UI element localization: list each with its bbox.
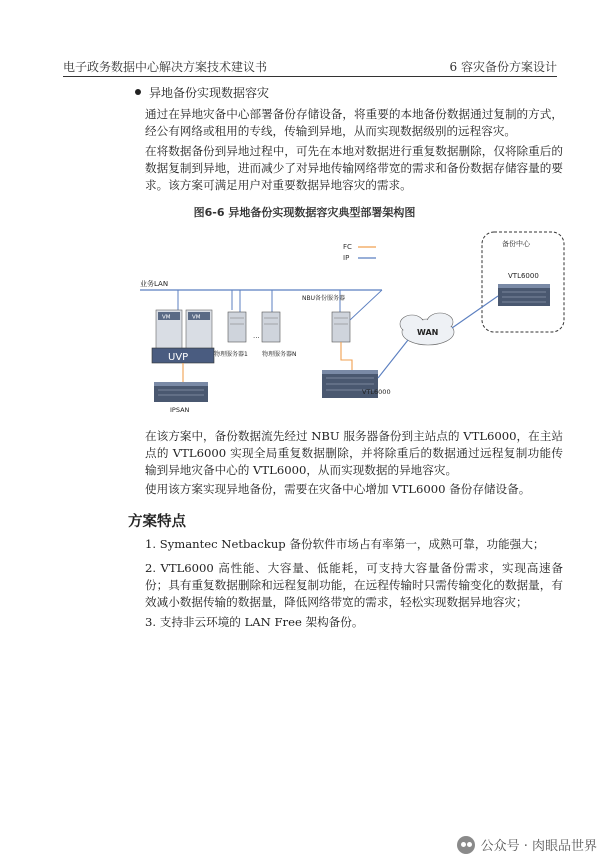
wechat-icon [457,836,475,854]
paragraph-3: 在该方案中，备份数据流先经过 NBU 服务器备份到主站点的 VTL6000，在主站点的 VTL6000 实现全局重复数据删除，并将除重后的数据通过远程复制功能传输到异地灾备中心的 VTL6000，从而实现数据的异地容灾。 [145,429,563,477]
bullet-dot [135,89,141,95]
physical-server-n [262,312,280,342]
architecture-diagram [140,220,570,420]
server-n-label: 物理服务器N [262,351,297,358]
vm-host [152,310,214,363]
legend-fc-label: FC [343,243,352,251]
nbu-server [332,312,350,342]
vtl-remote-device [498,284,550,306]
figure-caption: 图6-6 异地备份实现数据容灾典型部署架构图 [193,206,416,219]
header-title: 电子政务数据中心解决方案技术建议书 [63,60,268,74]
vtl-local-label: VTL6000 [362,388,391,396]
backup-center-label: 备份中心 [502,240,530,248]
section-title: 方案特点 [128,514,186,530]
lan-label: 业务LAN [140,280,169,288]
header-chapter: 6 容灾备份方案设计 [449,60,557,74]
paragraph-1: 通过在异地灾备中心部署备份存储设备，将重要的本地备份数据通过复制的方式，经公有网络或租用的专线，传输到异地，从而实现数据级别的远程容灾。 [145,107,563,138]
bullet-text: 异地备份实现数据容灾 [149,86,270,100]
bullet-heading [149,84,269,101]
wan-label: WAN [417,328,439,337]
feature-item-3: 3. 支持非云环境的 LAN Free 架构备份。 [145,615,364,629]
nbu-label: NBU备份服务器 [302,295,345,302]
paragraph-4: 使用该方案实现异地备份，需要在灾备中心增加 VTL6000 备份存储设备。 [145,482,531,496]
paragraph-2: 在将数据备份到异地过程中，可先在本地对数据进行重复数据删除，仅将除重后的数据复制到异地，进而减少了对异地传输网络带宽的需求和备份数据存储容量的要求。该方案可满足用户对重要数据异地容灾的需求。 [145,144,563,192]
feature-item-2: 2. VTL6000 高性能、大容量、低能耗，可支持大容量备份需求，实现高速备份；具有重复数据删除和远程复制功能，在远程传输时只需传输变化的数据量，有效减小数据传输的数据量，降低网络带宽的需求，轻松实现数据异地容灾； [145,561,563,609]
physical-server-1 [228,312,246,342]
legend-ip-label: IP [343,254,350,262]
vtl-remote-label: VTL6000 [508,272,539,280]
page-header [63,56,557,77]
vm-label-2: VM [192,314,201,321]
watermark [457,835,597,854]
server-1-label: 物理服务器1 [214,351,248,358]
feature-item-1: 1. Symantec Netbackup 备份软件市场占有率第一，成熟可靠，功能强大； [145,537,545,551]
ellipsis-label: ... [253,332,260,340]
uvp-label: UVP [168,352,189,363]
ipsan-device [154,382,208,402]
watermark-text: 公众号 · 肉眼品世界 [480,839,597,854]
vm-label-1: VM [162,314,171,321]
ipsan-label: IPSAN [170,406,190,414]
